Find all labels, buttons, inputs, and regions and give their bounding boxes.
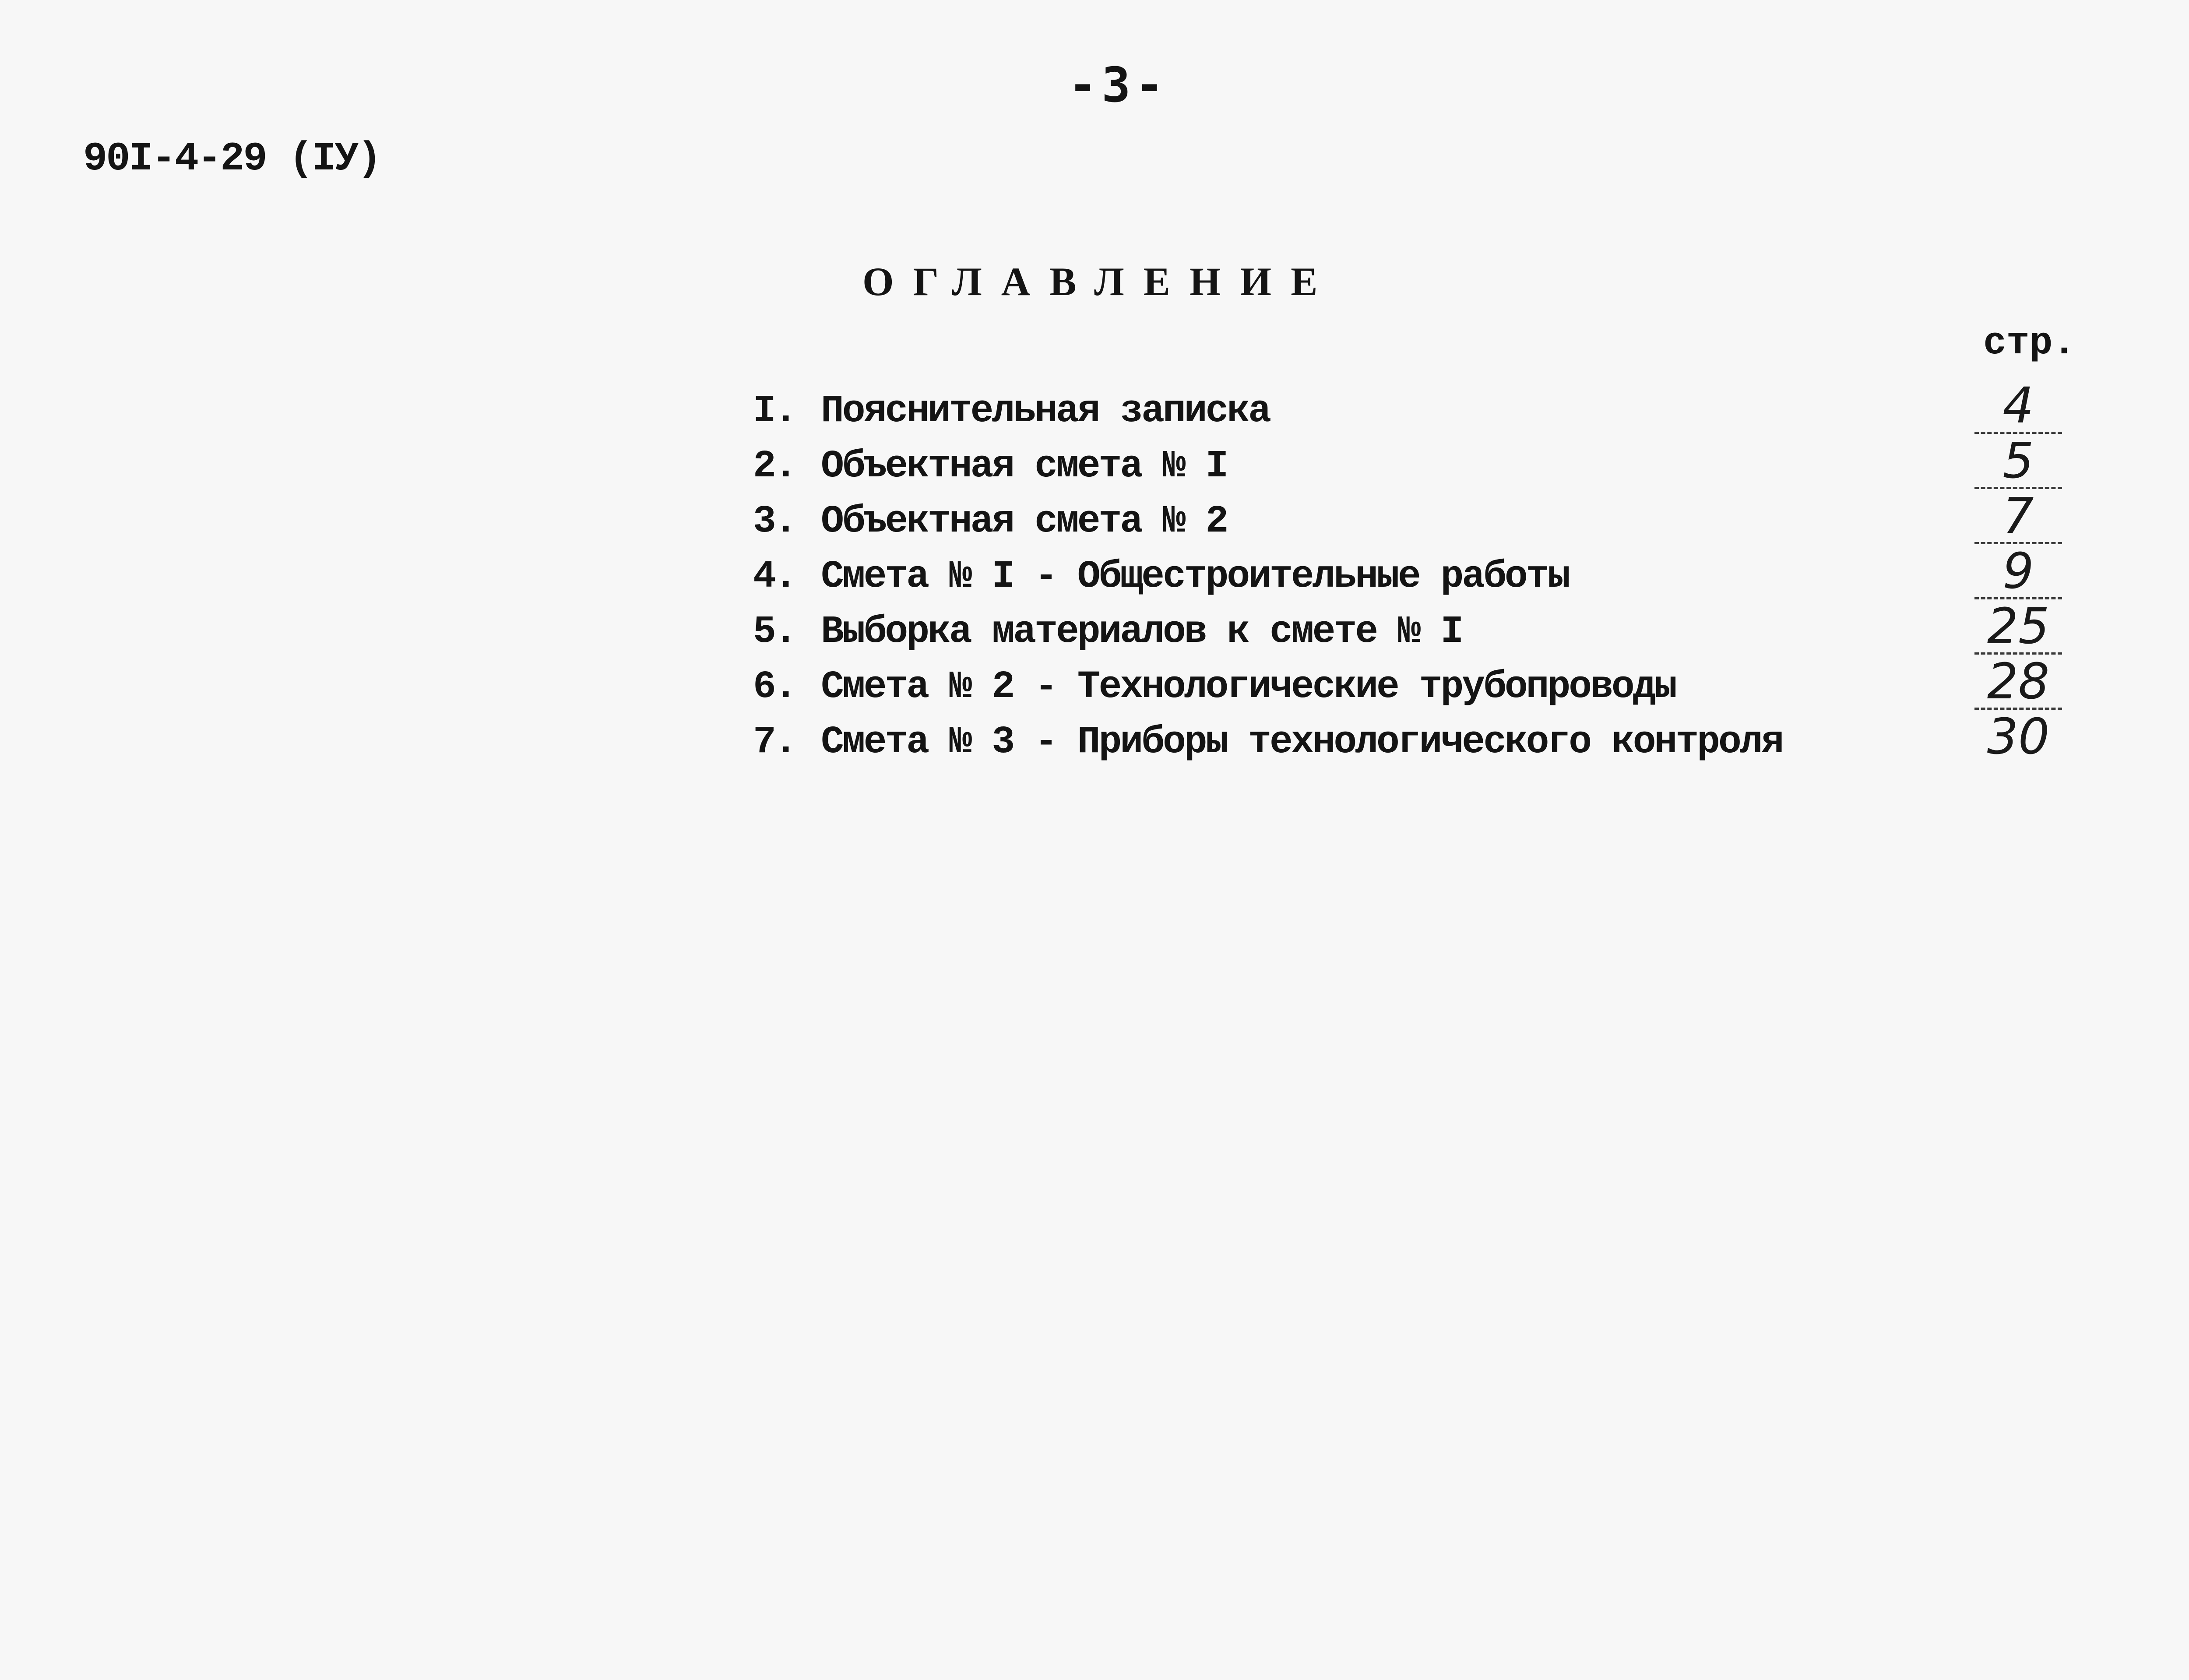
pages-column-label: стр.	[1983, 322, 2076, 365]
toc-item-number: 2.	[753, 445, 796, 488]
toc-item-page: 4	[1974, 380, 2062, 434]
toc-item	[753, 598, 2093, 666]
toc-item-title: Пояснительная записка	[821, 390, 1270, 433]
toc-item	[753, 433, 2093, 500]
toc-title: ОГЛАВЛЕНИЕ	[862, 259, 1337, 304]
toc-item	[753, 653, 2093, 721]
toc-item-page: 30	[1987, 708, 2050, 765]
toc-item-number: 7.	[753, 721, 796, 764]
toc-item-number: 5.	[753, 610, 796, 654]
toc-item-title: Смета № 2 - Технологические трубопроводы	[821, 666, 1676, 709]
toc-item-title: Объектная смета № 2	[821, 500, 1227, 543]
toc-item-page: 7	[1974, 490, 2062, 544]
toc-item-title: Смета № 3 - Приборы технологического контроля	[821, 721, 1783, 764]
toc-item-page: 25	[1974, 601, 2062, 655]
toc-item-number: 3.	[753, 500, 796, 543]
toc-item-number: 6.	[753, 666, 796, 709]
toc-item-title: Смета № I - Общестроительные работы	[821, 555, 1569, 599]
table-of-contents	[753, 377, 2093, 776]
page-number: -3-	[1068, 57, 1168, 113]
toc-item-number: 4.	[753, 555, 796, 599]
toc-item-number: I.	[753, 390, 796, 433]
toc-item-title: Выборка материалов к смете № I	[821, 610, 1462, 654]
toc-item-page: 9	[1974, 546, 2062, 599]
toc-item-page: 5	[1974, 435, 2062, 489]
toc-item	[753, 708, 2093, 776]
toc-item	[753, 377, 2093, 445]
toc-item	[753, 488, 2093, 555]
toc-item-page: 28	[1974, 656, 2062, 710]
toc-item-title: Объектная смета № I	[821, 445, 1227, 488]
document-code: 90I-4-29 (IУ)	[83, 136, 380, 182]
toc-item	[753, 543, 2093, 610]
